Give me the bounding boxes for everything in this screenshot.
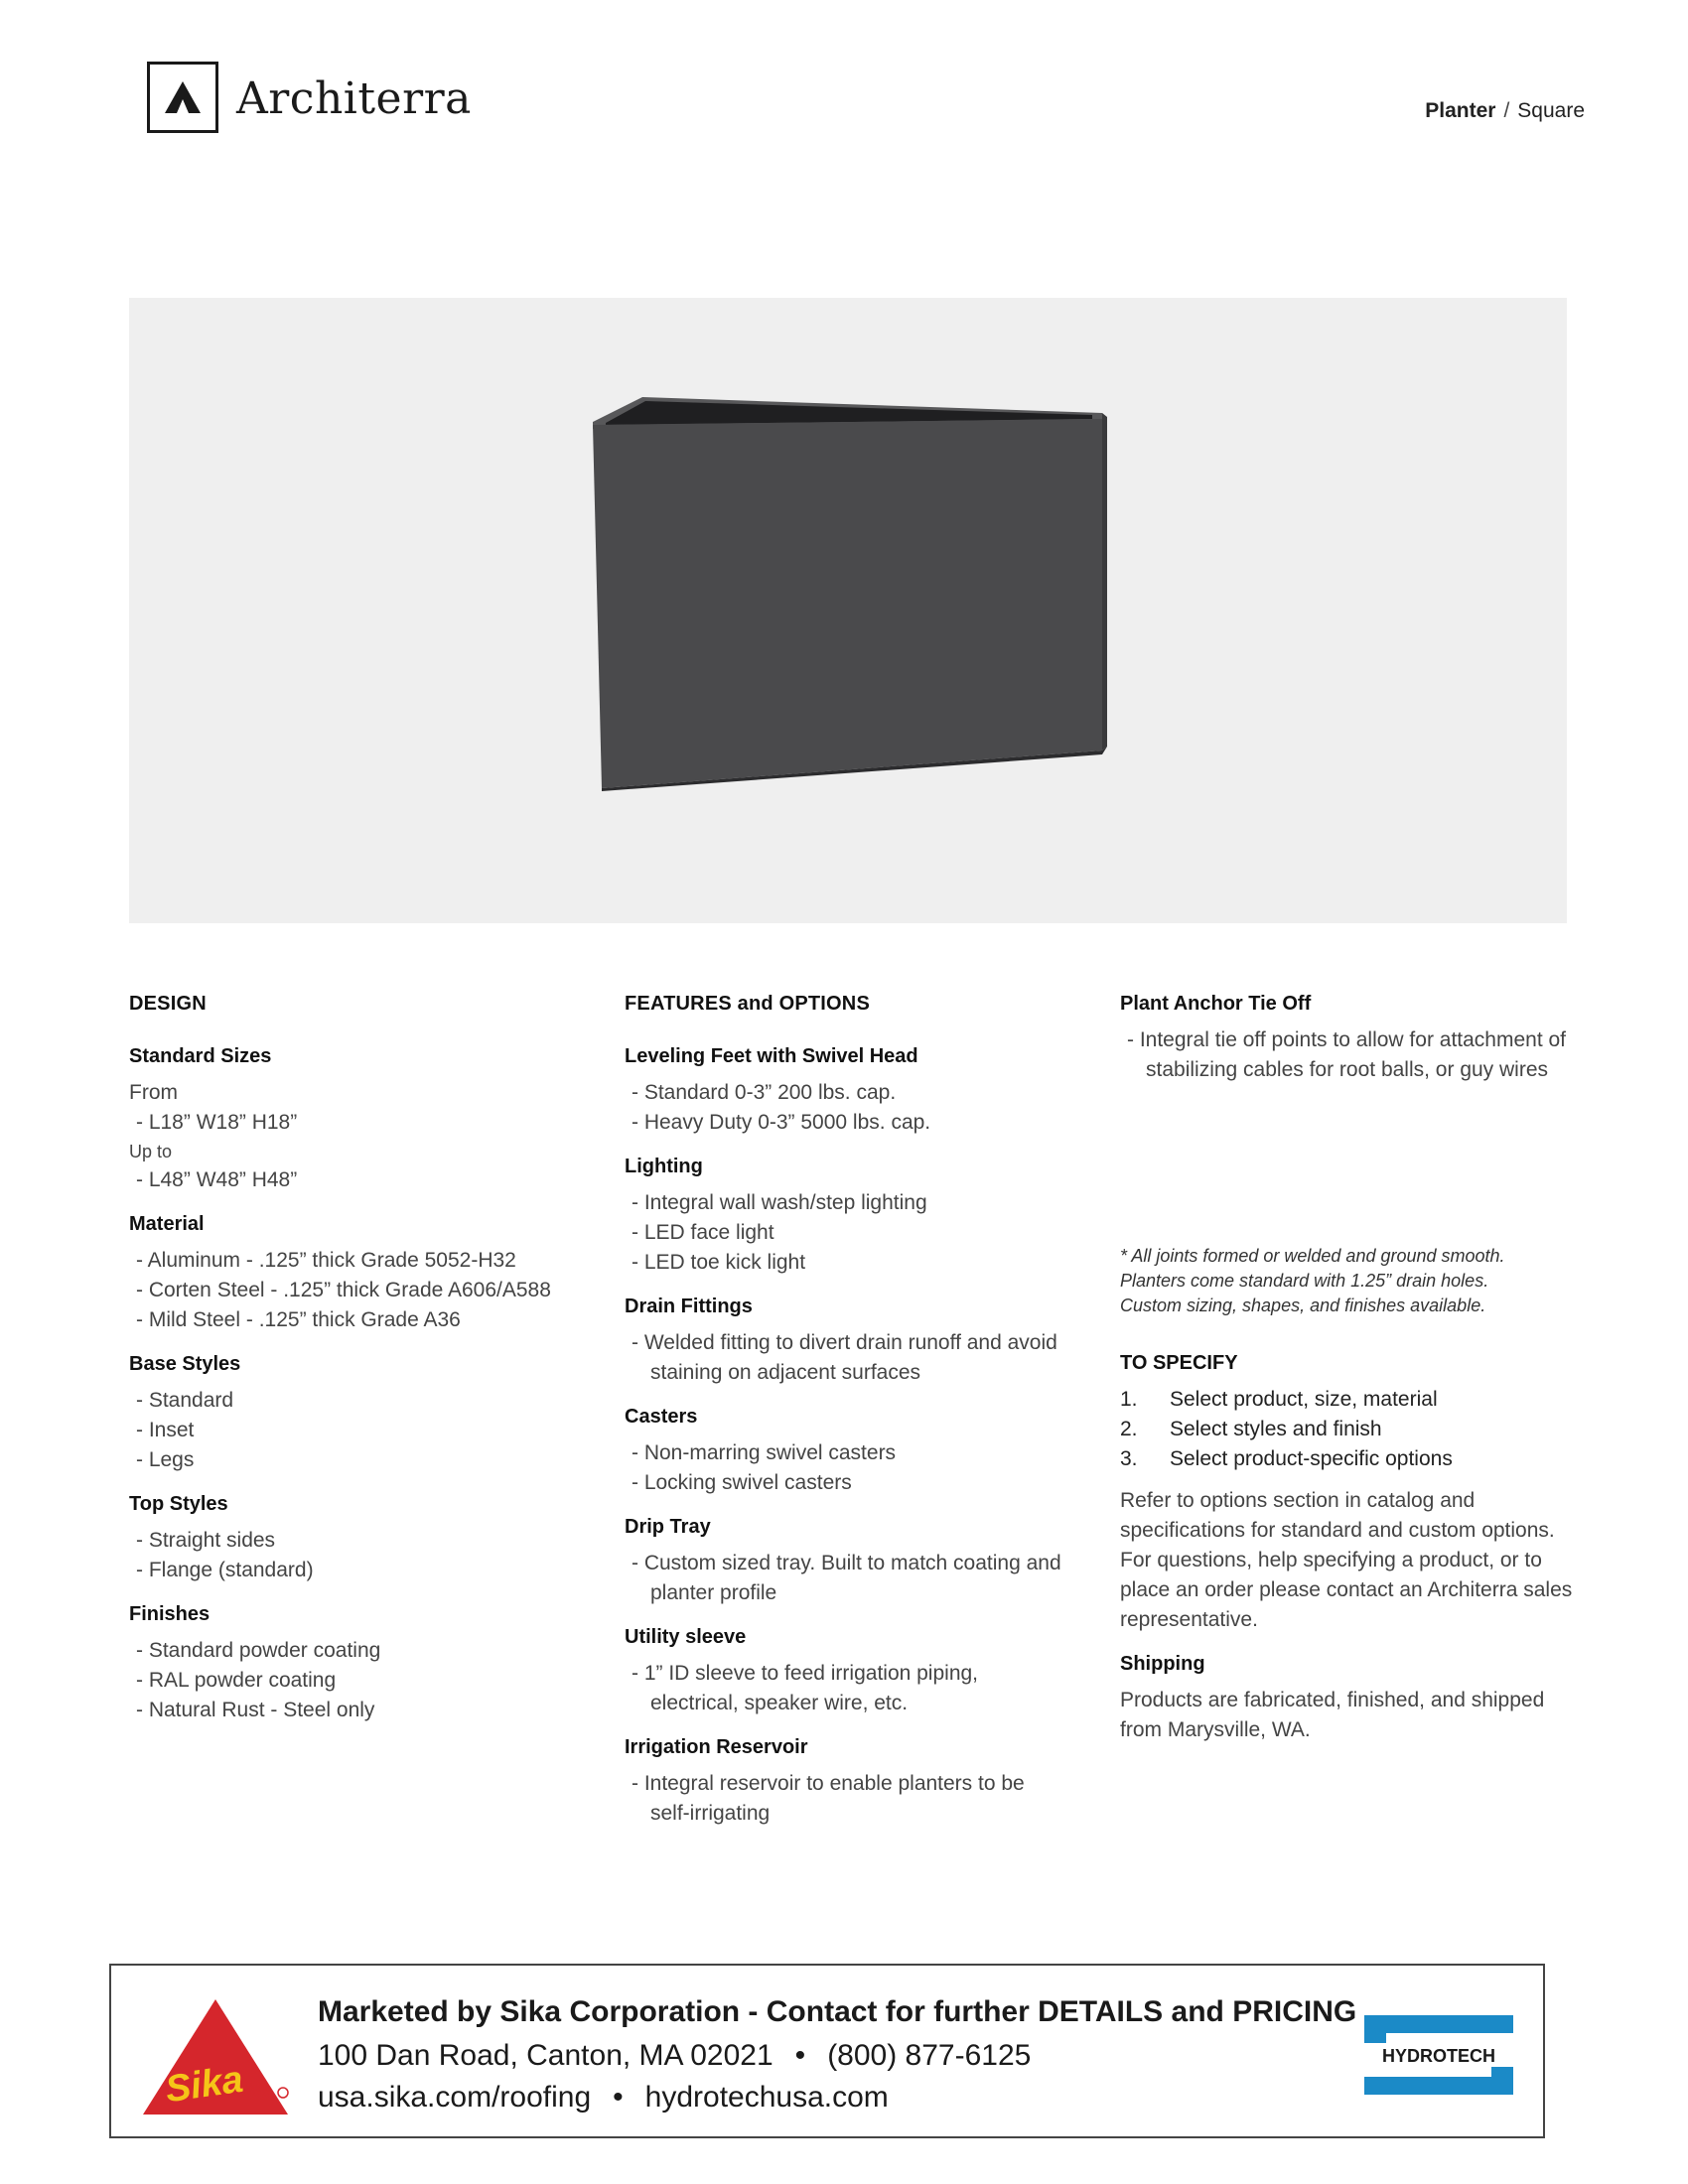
- lighting-item: - Integral wall wash/step lighting: [625, 1188, 1061, 1218]
- top-styles-title: Top Styles: [129, 1493, 228, 1515]
- sizes-from-label: From: [129, 1081, 178, 1104]
- specify-step: 2. Select styles and finish: [1120, 1418, 1382, 1440]
- planter-cube-render: [129, 298, 1567, 923]
- finish-item: - Standard powder coating: [129, 1636, 566, 1666]
- breadcrumb: [1425, 99, 1585, 123]
- sizes-from-value: - L18” W18” H18”: [129, 1108, 566, 1138]
- product-image: [129, 298, 1567, 923]
- standard-sizes-title: Standard Sizes: [129, 1045, 272, 1067]
- top-style-item: - Flange (standard): [129, 1556, 566, 1585]
- standard-sizes-group: [129, 1045, 566, 1195]
- finish-item: - Natural Rust - Steel only: [129, 1696, 566, 1725]
- triangle-icon: [163, 79, 203, 115]
- specify-title: TO SPECIFY: [1120, 1352, 1238, 1374]
- footer-phone[interactable]: (800) 877-6125: [827, 2039, 1032, 2072]
- breadcrumb-category: Planter: [1425, 99, 1496, 122]
- brand-name: Architerra: [236, 73, 472, 124]
- specify-step: 3. Select product-specific options: [1120, 1447, 1453, 1470]
- footer-website-hydrotech[interactable]: hydrotechusa.com: [644, 2081, 889, 2114]
- caster-item: - Locking swivel casters: [625, 1468, 1061, 1498]
- caster-item: - Non-marring swivel casters: [625, 1438, 1061, 1468]
- note-line: Custom sizing, shapes, and finishes available.: [1120, 1296, 1486, 1315]
- lighting-title: Lighting: [625, 1156, 703, 1177]
- shipping-text: Products are fabricated, finished, and shipped from Marysville, WA.: [1120, 1689, 1545, 1741]
- hydrotech-logo: [1364, 2015, 1513, 2095]
- specify-paragraph: Refer to options section in catalog and specifications for standard and custom options. For questions, help specifying a product, or to place an order please contact an Architerra sales representative.: [1120, 1489, 1573, 1631]
- footer-web-line: usa.sika.com/roofing • hydrotechusa.com: [318, 2081, 889, 2114]
- leveling-group: [625, 1045, 1061, 1138]
- material-item: - Aluminum - .125” thick Grade 5052-H32: [129, 1246, 566, 1276]
- utility-title: Utility sleeve: [625, 1626, 747, 1648]
- notes: [1120, 1244, 1577, 1318]
- architerra-logo-mark: [147, 62, 218, 133]
- note-line: Planters come standard with 1.25” drain holes.: [1120, 1271, 1489, 1291]
- drain-item: - Welded fitting to divert drain runoff and avoid staining on adjacent surfaces: [625, 1328, 1061, 1388]
- lighting-item: - LED toe kick light: [625, 1248, 1061, 1278]
- utility-group: [625, 1626, 1061, 1718]
- top-styles-group: [129, 1493, 566, 1585]
- sizes-upto-value: - L48” W48” H48”: [129, 1165, 566, 1195]
- base-style-item: - Inset: [129, 1416, 566, 1445]
- specify-steps: [1120, 1385, 1577, 1474]
- base-style-item: - Standard: [129, 1386, 566, 1416]
- sika-contact-banner: [109, 1964, 1545, 2138]
- note-line: * All joints formed or welded and ground smooth.: [1120, 1246, 1505, 1266]
- finishes-title: Finishes: [129, 1603, 211, 1625]
- footer-contact-line: 100 Dan Road, Canton, MA 02021 • (800) 877-6125: [318, 2039, 1032, 2072]
- drip-tray-group: [625, 1516, 1061, 1608]
- casters-group: [625, 1406, 1061, 1498]
- footer-website-sika[interactable]: usa.sika.com/roofing: [318, 2081, 592, 2114]
- utility-item: - 1” ID sleeve to feed irrigation piping, electrical, speaker wire, etc.: [625, 1659, 1061, 1718]
- anchor-group: [1120, 993, 1577, 1085]
- footer-address: 100 Dan Road, Canton, MA 02021: [318, 2039, 774, 2072]
- irrigation-group: [625, 1736, 1061, 1829]
- finish-item: - RAL powder coating: [129, 1666, 566, 1696]
- footer-headline: Marketed by Sika Corporation - Contact for further DETAILS and PRICING: [318, 1995, 1357, 2028]
- leveling-item: - Standard 0-3” 200 lbs. cap.: [625, 1078, 1061, 1108]
- material-item: - Corten Steel - .125” thick Grade A606/A588: [129, 1276, 566, 1305]
- breadcrumb-separator: /: [1503, 99, 1510, 122]
- base-styles-title: Base Styles: [129, 1353, 241, 1375]
- features-title: FEATURES and OPTIONS: [625, 993, 870, 1015]
- finishes-group: [129, 1603, 566, 1725]
- top-style-item: - Straight sides: [129, 1526, 566, 1556]
- breadcrumb-product: Square: [1517, 99, 1585, 122]
- hydrotech-logo-text: HYDROTECH: [1381, 2046, 1496, 2066]
- casters-title: Casters: [625, 1406, 698, 1428]
- drip-tray-title: Drip Tray: [625, 1516, 711, 1538]
- shipping-title: Shipping: [1120, 1653, 1205, 1675]
- drip-tray-item: - Custom sized tray. Built to match coating and planter profile: [625, 1549, 1061, 1608]
- lighting-item: - LED face light: [625, 1218, 1061, 1248]
- anchor-item: - Integral tie off points to allow for attachment of stabilizing cables for root balls, or guy wires: [1120, 1025, 1577, 1085]
- sizes-upto-label: Up to: [129, 1142, 173, 1161]
- anchor-title: Plant Anchor Tie Off: [1120, 993, 1312, 1015]
- base-style-item: - Legs: [129, 1445, 566, 1475]
- irrigation-title: Irrigation Reservoir: [625, 1736, 808, 1758]
- material-group: [129, 1213, 566, 1335]
- features-column: [625, 993, 1061, 1846]
- design-title: DESIGN: [129, 993, 207, 1015]
- lighting-group: [625, 1156, 1061, 1278]
- drain-title: Drain Fittings: [625, 1296, 753, 1317]
- specify-column: [1120, 993, 1577, 1763]
- sika-logo: [141, 1997, 290, 2116]
- irrigation-item: - Integral reservoir to enable planters to be self-irrigating: [625, 1769, 1061, 1829]
- sika-logo-text: Sika: [163, 2058, 246, 2112]
- drain-group: [625, 1296, 1061, 1388]
- specify-step: 1. Select product, size, material: [1120, 1388, 1438, 1411]
- leveling-item: - Heavy Duty 0-3” 5000 lbs. cap.: [625, 1108, 1061, 1138]
- material-title: Material: [129, 1213, 205, 1235]
- material-item: - Mild Steel - .125” thick Grade A36: [129, 1305, 566, 1335]
- leveling-title: Leveling Feet with Swivel Head: [625, 1045, 918, 1067]
- design-column: [129, 993, 566, 1743]
- base-styles-group: [129, 1353, 566, 1475]
